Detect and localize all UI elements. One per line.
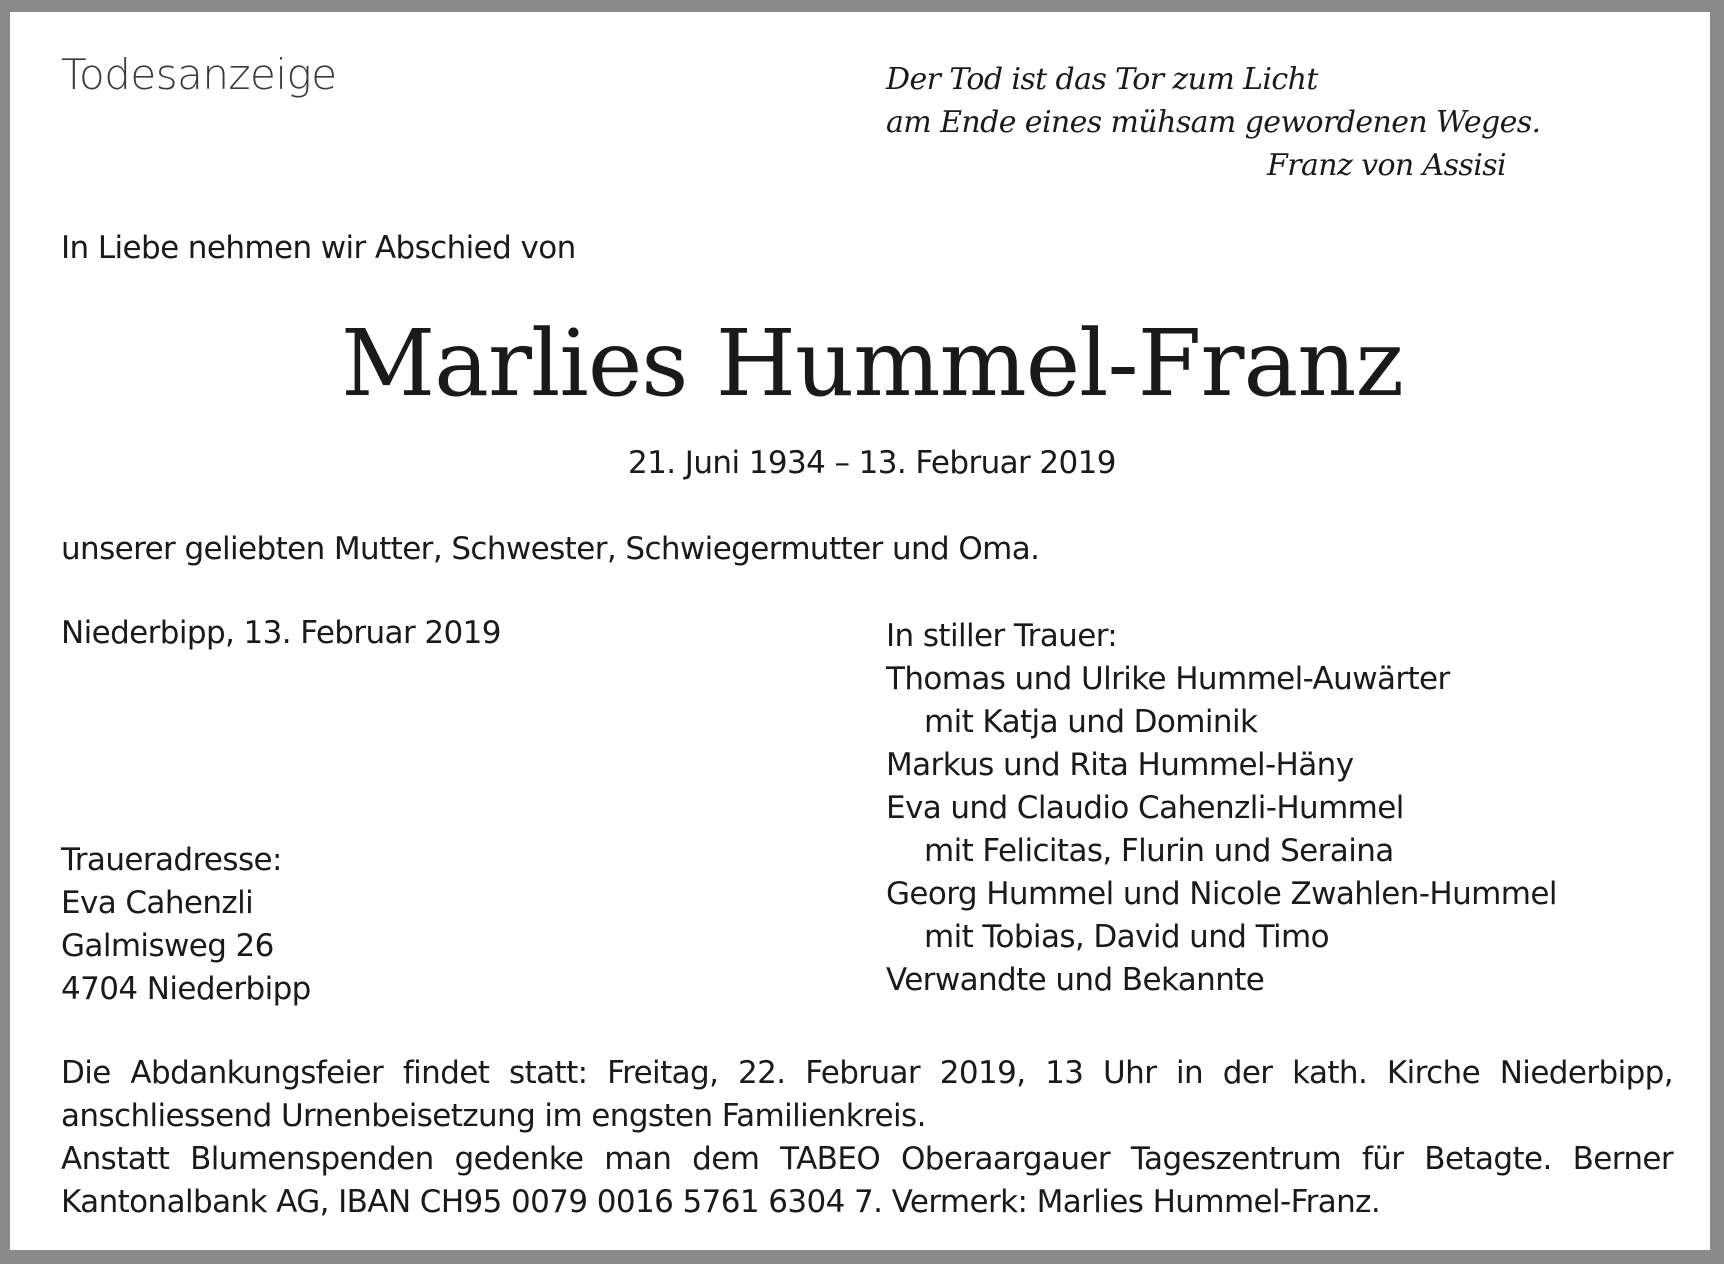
quote-author: Franz von Assisi xyxy=(1266,148,1506,183)
mourner-line: Thomas und Ulrike Hummel-Auwärter xyxy=(886,661,1450,697)
mourner-line: Verwandte und Bekannte xyxy=(886,962,1265,998)
notice-heading: Todesanzeige xyxy=(61,50,337,99)
life-dates: 21. Juni 1934 – 13. Februar 2019 xyxy=(628,445,1116,481)
address-city: 4704 Niederbipp xyxy=(61,971,311,1007)
mourner-line: mit Felicitas, Flurin und Seraina xyxy=(924,833,1394,869)
relation-text: unserer geliebten Mutter, Schwester, Schwiegermutter und Oma. xyxy=(61,531,1040,567)
mourner-line: Georg Hummel und Nicole Zwahlen-Hummel xyxy=(886,876,1557,912)
mourner-line: Markus und Rita Hummel-Häny xyxy=(886,747,1354,783)
mourner-line: Eva und Claudio Cahenzli-Hummel xyxy=(886,790,1404,826)
intro-text: In Liebe nehmen wir Abschied von xyxy=(61,230,576,266)
donation-text: Anstatt Blumenspenden gedenke man dem TABEO Oberaargauer Tageszentrum für Betagte. Berner Kantonalbank AG, IBAN CH95 0079 0016 5761 6304 7. Vermerk: Marlies Hummel-Franz. xyxy=(61,1141,1673,1220)
ceremony-text: Die Abdankungsfeier findet statt: Freitag, 22. Februar 2019, 13 Uhr in der kath. Kirche Niederbipp, anschliessend Urnenbeisetzung im engsten Familienkreis. xyxy=(61,1055,1673,1134)
deceased-name: Marlies Hummel-Franz xyxy=(340,310,1404,417)
address-street: Galmisweg 26 xyxy=(61,928,274,964)
mourners-heading: In stiller Trauer: xyxy=(886,618,1118,654)
address-name: Eva Cahenzli xyxy=(61,885,254,921)
quote-line-1: Der Tod ist das Tor zum Licht xyxy=(886,62,1318,97)
funeral-notice xyxy=(61,1052,1673,1224)
place-and-date: Niederbipp, 13. Februar 2019 xyxy=(61,615,501,651)
obituary-page xyxy=(10,12,1710,1250)
address-label: Traueradresse: xyxy=(61,842,282,878)
mourner-line: mit Katja und Dominik xyxy=(924,704,1258,740)
mourning-address xyxy=(61,839,311,1011)
mourners-list xyxy=(886,615,1557,1002)
mourner-line: mit Tobias, David und Timo xyxy=(924,919,1329,955)
epigraph-quote xyxy=(886,58,1541,187)
quote-line-2: am Ende eines mühsam gewordenen Weges. xyxy=(886,105,1541,140)
